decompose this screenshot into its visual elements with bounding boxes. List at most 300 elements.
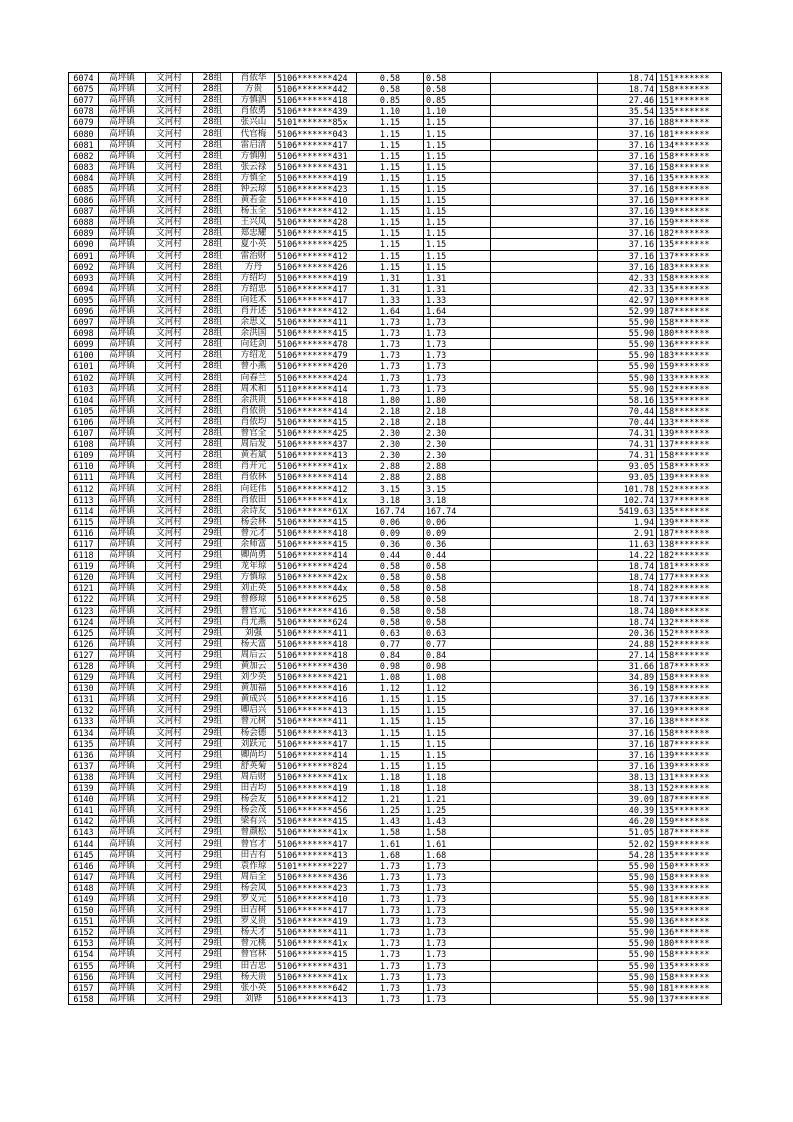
area1-cell: 1.12: [357, 683, 424, 694]
village-cell: 文河村: [146, 771, 193, 782]
town-cell: 高坪镇: [99, 960, 146, 971]
seq-cell: 6152: [69, 927, 99, 938]
town-cell: 高坪镇: [99, 672, 146, 683]
amount-cell: 37.16: [598, 727, 657, 738]
remark-cell: [491, 428, 598, 439]
remark-cell: [491, 638, 598, 649]
seq-cell: 6134: [69, 727, 99, 738]
phone-cell: 134*******: [657, 139, 722, 150]
area1-cell: 2.18: [357, 416, 424, 427]
table-row: [69, 938, 722, 949]
remark-cell: [491, 916, 598, 927]
area1-cell: 1.10: [357, 106, 424, 117]
phone-cell: 187*******: [657, 794, 722, 805]
village-cell: 文河村: [146, 516, 193, 527]
town-cell: 高坪镇: [99, 228, 146, 239]
area1-cell: 1.15: [357, 716, 424, 727]
remark-cell: [491, 771, 598, 782]
remark-cell: [491, 849, 598, 860]
id-cell: 5106*******412: [275, 483, 357, 494]
table-row: [69, 849, 722, 860]
area2-cell: 1.73: [424, 993, 491, 1004]
area2-cell: 1.12: [424, 683, 491, 694]
area1-cell: 1.58: [357, 827, 424, 838]
village-cell: 文河村: [146, 250, 193, 261]
table-row: [69, 505, 722, 516]
village-cell: 文河村: [146, 672, 193, 683]
amount-cell: 37.16: [598, 705, 657, 716]
table-row: [69, 250, 722, 261]
amount-cell: 24.88: [598, 638, 657, 649]
group-cell: 29组: [193, 916, 233, 927]
table-row: [69, 150, 722, 161]
group-cell: 28组: [193, 328, 233, 339]
village-cell: 文河村: [146, 317, 193, 328]
id-cell: 5106*******431: [275, 960, 357, 971]
remark-cell: [491, 383, 598, 394]
amount-cell: 70.44: [598, 416, 657, 427]
table-row: [69, 472, 722, 483]
seq-cell: 6147: [69, 871, 99, 882]
table-row: [69, 206, 722, 217]
group-cell: 29组: [193, 527, 233, 538]
table-row: [69, 139, 722, 150]
group-cell: 28组: [193, 450, 233, 461]
id-cell: 5106*******413: [275, 727, 357, 738]
town-cell: 高坪镇: [99, 405, 146, 416]
seq-cell: 6155: [69, 960, 99, 971]
seq-cell: 6123: [69, 605, 99, 616]
area1-cell: 1.73: [357, 905, 424, 916]
group-cell: 29组: [193, 938, 233, 949]
village-cell: 文河村: [146, 905, 193, 916]
remark-cell: [491, 416, 598, 427]
group-cell: 29组: [193, 705, 233, 716]
area1-cell: 1.15: [357, 760, 424, 771]
village-cell: 文河村: [146, 783, 193, 794]
remark-cell: [491, 372, 598, 383]
phone-cell: 158*******: [657, 672, 722, 683]
table-row: [69, 283, 722, 294]
phone-cell: 187*******: [657, 660, 722, 671]
phone-cell: 133*******: [657, 372, 722, 383]
table-row: [69, 416, 722, 427]
id-cell: 5106*******413: [275, 849, 357, 860]
town-cell: 高坪镇: [99, 450, 146, 461]
area1-cell: 1.73: [357, 860, 424, 871]
area2-cell: 1.15: [424, 128, 491, 139]
remark-cell: [491, 161, 598, 172]
id-cell: 5106*******419: [275, 272, 357, 283]
town-cell: 高坪镇: [99, 694, 146, 705]
group-cell: 29组: [193, 783, 233, 794]
name-cell: 杨会凤: [233, 882, 275, 893]
area2-cell: 2.30: [424, 439, 491, 450]
seq-cell: 6099: [69, 339, 99, 350]
seq-cell: 6126: [69, 638, 99, 649]
table-row: [69, 95, 722, 106]
group-cell: 29组: [193, 616, 233, 627]
village-cell: 文河村: [146, 805, 193, 816]
area2-cell: 0.63: [424, 627, 491, 638]
area1-cell: 1.73: [357, 871, 424, 882]
table-row: [69, 195, 722, 206]
area2-cell: 1.15: [424, 150, 491, 161]
remark-cell: [491, 339, 598, 350]
area2-cell: 2.88: [424, 461, 491, 472]
village-cell: 文河村: [146, 971, 193, 982]
town-cell: 高坪镇: [99, 217, 146, 228]
table-row: [69, 871, 722, 882]
phone-cell: 135*******: [657, 394, 722, 405]
town-cell: 高坪镇: [99, 527, 146, 538]
area1-cell: 1.15: [357, 705, 424, 716]
area1-cell: 1.15: [357, 150, 424, 161]
name-cell: 杨会茂: [233, 805, 275, 816]
amount-cell: 35.54: [598, 106, 657, 117]
town-cell: 高坪镇: [99, 627, 146, 638]
remark-cell: [491, 816, 598, 827]
area1-cell: 1.73: [357, 927, 424, 938]
town-cell: 高坪镇: [99, 993, 146, 1004]
seq-cell: 6122: [69, 594, 99, 605]
table-row: [69, 217, 722, 228]
remark-cell: [491, 106, 598, 117]
town-cell: 高坪镇: [99, 339, 146, 350]
remark-cell: [491, 228, 598, 239]
village-cell: 文河村: [146, 350, 193, 361]
remark-cell: [491, 882, 598, 893]
id-cell: 5106*******411: [275, 927, 357, 938]
group-cell: 28组: [193, 250, 233, 261]
group-cell: 29组: [193, 683, 233, 694]
area1-cell: 3.15: [357, 483, 424, 494]
phone-cell: 151*******: [657, 95, 722, 106]
remark-cell: [491, 206, 598, 217]
amount-cell: 55.90: [598, 317, 657, 328]
area2-cell: 1.15: [424, 705, 491, 716]
area2-cell: 1.73: [424, 871, 491, 882]
remark-cell: [491, 794, 598, 805]
town-cell: 高坪镇: [99, 561, 146, 572]
remark-cell: [491, 960, 598, 971]
seq-cell: 6124: [69, 616, 99, 627]
phone-cell: 133*******: [657, 882, 722, 893]
id-cell: 5106*******415: [275, 816, 357, 827]
id-cell: 5106*******428: [275, 217, 357, 228]
seq-cell: 6132: [69, 705, 99, 716]
phone-cell: 135*******: [657, 849, 722, 860]
village-cell: 文河村: [146, 927, 193, 938]
amount-cell: 55.90: [598, 905, 657, 916]
seq-cell: 6110: [69, 461, 99, 472]
village-cell: 文河村: [146, 73, 193, 84]
phone-cell: 181*******: [657, 128, 722, 139]
area1-cell: 1.31: [357, 272, 424, 283]
seq-cell: 6102: [69, 372, 99, 383]
area1-cell: 1.73: [357, 949, 424, 960]
town-cell: 高坪镇: [99, 372, 146, 383]
phone-cell: 139*******: [657, 705, 722, 716]
group-cell: 29组: [193, 561, 233, 572]
remark-cell: [491, 95, 598, 106]
name-cell: 曾官全: [233, 428, 275, 439]
id-cell: 5106*******412: [275, 250, 357, 261]
phone-cell: 158*******: [657, 461, 722, 472]
town-cell: 高坪镇: [99, 117, 146, 128]
area2-cell: 1.73: [424, 916, 491, 927]
seq-cell: 6084: [69, 172, 99, 183]
area2-cell: 1.73: [424, 361, 491, 372]
table-row: [69, 317, 722, 328]
table-row: [69, 960, 722, 971]
group-cell: 28组: [193, 228, 233, 239]
seq-cell: 6086: [69, 195, 99, 206]
table-row: [69, 561, 722, 572]
name-cell: 肖尤燕: [233, 616, 275, 627]
village-cell: 文河村: [146, 727, 193, 738]
remark-cell: [491, 783, 598, 794]
name-cell: 张小英: [233, 982, 275, 993]
name-cell: 曾元桃: [233, 938, 275, 949]
area1-cell: 1.80: [357, 394, 424, 405]
village-cell: 文河村: [146, 960, 193, 971]
id-cell: 5106*******416: [275, 683, 357, 694]
area1-cell: 0.98: [357, 660, 424, 671]
amount-cell: 55.90: [598, 350, 657, 361]
phone-cell: 137*******: [657, 439, 722, 450]
area2-cell: 1.15: [424, 738, 491, 749]
village-cell: 文河村: [146, 816, 193, 827]
area2-cell: 1.15: [424, 228, 491, 239]
village-cell: 文河村: [146, 206, 193, 217]
village-cell: 文河村: [146, 328, 193, 339]
town-cell: 高坪镇: [99, 183, 146, 194]
phone-cell: 158*******: [657, 272, 722, 283]
name-cell: 肖依林: [233, 472, 275, 483]
name-cell: 余诗友: [233, 505, 275, 516]
remark-cell: [491, 561, 598, 572]
table-row: [69, 816, 722, 827]
name-cell: 卿启兴: [233, 705, 275, 716]
remark-cell: [491, 683, 598, 694]
name-cell: 刘正英: [233, 583, 275, 594]
amount-cell: 37.16: [598, 195, 657, 206]
name-cell: 刘少英: [233, 672, 275, 683]
remark-cell: [491, 605, 598, 616]
village-cell: 文河村: [146, 638, 193, 649]
area2-cell: 1.15: [424, 217, 491, 228]
amount-cell: 37.16: [598, 206, 657, 217]
name-cell: 雷治财: [233, 250, 275, 261]
village-cell: 文河村: [146, 827, 193, 838]
town-cell: 高坪镇: [99, 428, 146, 439]
name-cell: 肖依均: [233, 416, 275, 427]
id-cell: 5106*******824: [275, 760, 357, 771]
group-cell: 29组: [193, 660, 233, 671]
phone-cell: 135*******: [657, 283, 722, 294]
id-cell: 5106*******414: [275, 550, 357, 561]
group-cell: 28组: [193, 217, 233, 228]
name-cell: 罗义贵: [233, 916, 275, 927]
amount-cell: 37.16: [598, 128, 657, 139]
id-cell: 5106*******414: [275, 472, 357, 483]
phone-cell: 139*******: [657, 516, 722, 527]
area1-cell: 0.06: [357, 516, 424, 527]
phone-cell: 137*******: [657, 694, 722, 705]
amount-cell: 36.19: [598, 683, 657, 694]
remark-cell: [491, 971, 598, 982]
seq-cell: 6075: [69, 84, 99, 95]
area2-cell: 1.33: [424, 294, 491, 305]
amount-cell: 37.16: [598, 150, 657, 161]
seq-cell: 6125: [69, 627, 99, 638]
table-row: [69, 361, 722, 372]
area1-cell: 0.85: [357, 95, 424, 106]
area2-cell: 1.31: [424, 272, 491, 283]
area1-cell: 1.15: [357, 239, 424, 250]
remark-cell: [491, 538, 598, 549]
id-cell: 5106*******418: [275, 394, 357, 405]
area2-cell: 0.58: [424, 605, 491, 616]
id-cell: 5106*******412: [275, 305, 357, 316]
name-cell: 张云禄: [233, 161, 275, 172]
town-cell: 高坪镇: [99, 161, 146, 172]
town-cell: 高坪镇: [99, 317, 146, 328]
id-cell: 5106*******44x: [275, 583, 357, 594]
phone-cell: 135*******: [657, 905, 722, 916]
remark-cell: [491, 705, 598, 716]
remark-cell: [491, 871, 598, 882]
village-cell: 文河村: [146, 195, 193, 206]
area1-cell: 1.64: [357, 305, 424, 316]
group-cell: 29组: [193, 672, 233, 683]
area1-cell: 1.73: [357, 960, 424, 971]
seq-cell: 6079: [69, 117, 99, 128]
amount-cell: 55.90: [598, 916, 657, 927]
town-cell: 高坪镇: [99, 849, 146, 860]
id-cell: 5106*******41x: [275, 827, 357, 838]
phone-cell: 136*******: [657, 339, 722, 350]
id-cell: 5106*******418: [275, 649, 357, 660]
id-cell: 5106*******418: [275, 638, 357, 649]
village-cell: 文河村: [146, 239, 193, 250]
seq-cell: 6130: [69, 683, 99, 694]
table-row: [69, 616, 722, 627]
amount-cell: 52.02: [598, 838, 657, 849]
remark-cell: [491, 272, 598, 283]
town-cell: 高坪镇: [99, 605, 146, 616]
id-cell: 5101*******85x: [275, 117, 357, 128]
remark-cell: [491, 250, 598, 261]
village-cell: 文河村: [146, 993, 193, 1004]
town-cell: 高坪镇: [99, 383, 146, 394]
name-cell: 向廷剑: [233, 339, 275, 350]
phone-cell: 131*******: [657, 771, 722, 782]
town-cell: 高坪镇: [99, 982, 146, 993]
group-cell: 28组: [193, 161, 233, 172]
phone-cell: 139*******: [657, 472, 722, 483]
seq-cell: 6153: [69, 938, 99, 949]
village-cell: 文河村: [146, 217, 193, 228]
phone-cell: 136*******: [657, 916, 722, 927]
id-cell: 5106*******413: [275, 705, 357, 716]
remark-cell: [491, 483, 598, 494]
remark-cell: [491, 128, 598, 139]
group-cell: 29组: [193, 516, 233, 527]
group-cell: 28组: [193, 206, 233, 217]
town-cell: 高坪镇: [99, 283, 146, 294]
phone-cell: 158*******: [657, 161, 722, 172]
table-row: [69, 239, 722, 250]
group-cell: 28组: [193, 483, 233, 494]
group-cell: 28组: [193, 294, 233, 305]
amount-cell: 55.90: [598, 993, 657, 1004]
table-row: [69, 705, 722, 716]
area2-cell: 1.73: [424, 339, 491, 350]
id-cell: 5106*******41x: [275, 461, 357, 472]
area2-cell: 1.15: [424, 749, 491, 760]
name-cell: 卿尚均: [233, 749, 275, 760]
amount-cell: 20.36: [598, 627, 657, 638]
data-table: [68, 72, 722, 1005]
id-cell: 5106*******42x: [275, 572, 357, 583]
id-cell: 5106*******410: [275, 893, 357, 904]
amount-cell: 70.44: [598, 405, 657, 416]
name-cell: 周后全: [233, 871, 275, 882]
amount-cell: 37.16: [598, 161, 657, 172]
area2-cell: 0.98: [424, 660, 491, 671]
amount-cell: 18.74: [598, 84, 657, 95]
remark-cell: [491, 905, 598, 916]
amount-cell: 55.90: [598, 328, 657, 339]
village-cell: 文河村: [146, 450, 193, 461]
area2-cell: 1.73: [424, 350, 491, 361]
phone-cell: 136*******: [657, 927, 722, 938]
area2-cell: 1.73: [424, 383, 491, 394]
id-cell: 5106*******419: [275, 172, 357, 183]
id-cell: 5106*******439: [275, 106, 357, 117]
town-cell: 高坪镇: [99, 350, 146, 361]
remark-cell: [491, 472, 598, 483]
table-row: [69, 683, 722, 694]
amount-cell: 38.13: [598, 783, 657, 794]
group-cell: 28组: [193, 383, 233, 394]
area1-cell: 1.15: [357, 749, 424, 760]
id-cell: 5106*******456: [275, 805, 357, 816]
area2-cell: 1.58: [424, 827, 491, 838]
amount-cell: 37.16: [598, 250, 657, 261]
name-cell: 方贵: [233, 84, 275, 95]
town-cell: 高坪镇: [99, 660, 146, 671]
amount-cell: 51.05: [598, 827, 657, 838]
amount-cell: 1.94: [598, 516, 657, 527]
village-cell: 文河村: [146, 439, 193, 450]
village-cell: 文河村: [146, 150, 193, 161]
village-cell: 文河村: [146, 394, 193, 405]
name-cell: 雷启清: [233, 139, 275, 150]
phone-cell: 158*******: [657, 450, 722, 461]
name-cell: 肖开元: [233, 461, 275, 472]
seq-cell: 6154: [69, 949, 99, 960]
area2-cell: 0.77: [424, 638, 491, 649]
phone-cell: 183*******: [657, 261, 722, 272]
village-cell: 文河村: [146, 183, 193, 194]
town-cell: 高坪镇: [99, 749, 146, 760]
seq-cell: 6138: [69, 771, 99, 782]
phone-cell: 130*******: [657, 294, 722, 305]
table-row: [69, 694, 722, 705]
